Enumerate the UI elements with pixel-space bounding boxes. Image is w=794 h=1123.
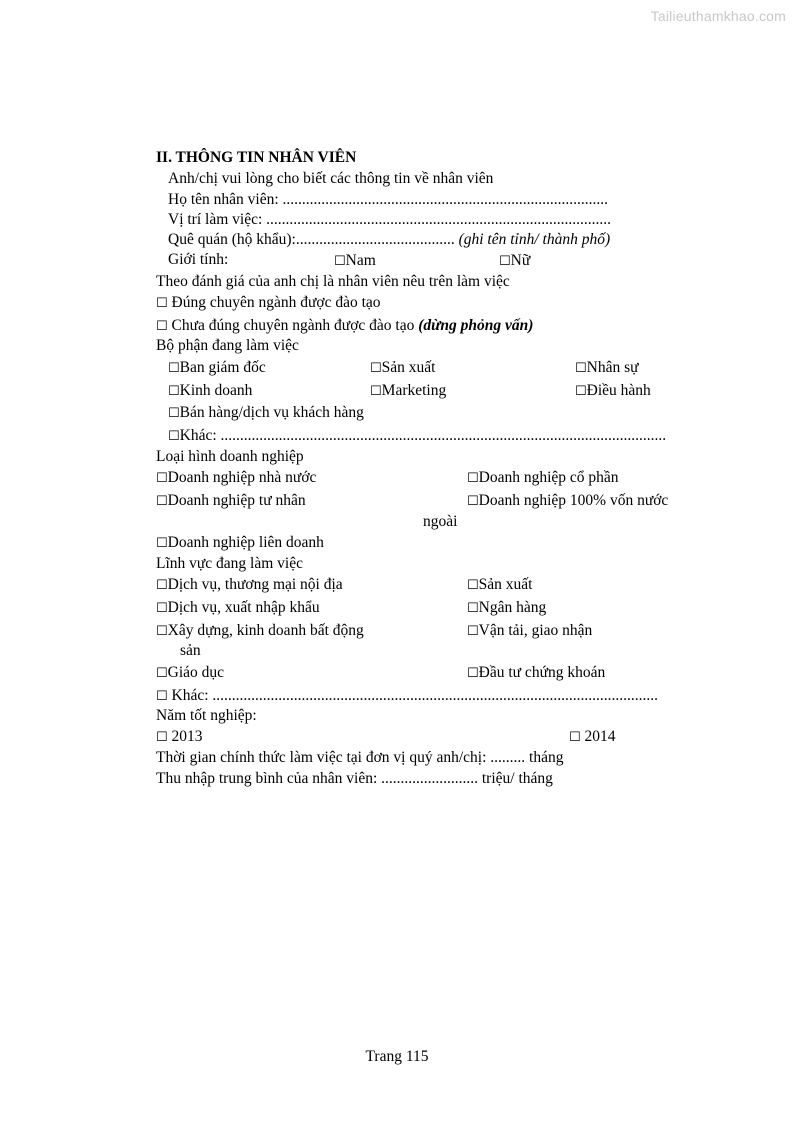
field-question: Lĩnh vực đang làm việc xyxy=(156,555,303,572)
field-option-label: Dịch vụ, xuất nhập khẩu xyxy=(167,599,320,616)
checkbox-icon[interactable]: ☐ xyxy=(156,689,168,704)
major-option-2-label: Chưa đúng chuyên ngành được đào tạo xyxy=(171,317,415,334)
dept-option-label: Kinh doanh xyxy=(179,382,253,399)
checkbox-icon[interactable]: ☐ xyxy=(467,494,479,509)
checkbox-icon[interactable]: ☐ xyxy=(334,254,346,269)
type-option-label: Doanh nghiệp nhà nước xyxy=(167,469,317,486)
field-option-label: Dịch vụ, thương mại nội địa xyxy=(167,576,343,593)
dept-other-option[interactable] xyxy=(168,425,666,447)
type-option[interactable] xyxy=(156,467,316,489)
checkbox-icon[interactable]: ☐ xyxy=(156,471,168,486)
checkbox-icon[interactable]: ☐ xyxy=(168,361,180,376)
dept-option[interactable] xyxy=(370,357,435,379)
dept-other-label: Khác: ................................................................................................................... xyxy=(179,427,667,444)
checkbox-icon[interactable]: ☐ xyxy=(467,601,479,616)
field-option[interactable] xyxy=(156,574,343,596)
checkbox-icon[interactable]: ☐ xyxy=(156,536,168,551)
watermark: Tailieuthamkhao.com xyxy=(650,8,786,24)
checkbox-icon[interactable]: ☐ xyxy=(569,730,581,745)
dept-option[interactable] xyxy=(168,357,266,379)
checkbox-icon[interactable]: ☐ xyxy=(156,494,168,509)
field-other-option[interactable] xyxy=(156,685,658,707)
checkbox-icon[interactable]: ☐ xyxy=(467,578,479,593)
work-time-question[interactable]: Thời gian chính thức làm việc tại đơn vị quý anh/chị: ......... tháng xyxy=(156,749,564,766)
checkbox-icon[interactable]: ☐ xyxy=(156,296,168,311)
field-option-label: Vận tải, giao nhận xyxy=(478,622,593,639)
type-option-label: Doanh nghiệp 100% vốn nước xyxy=(478,492,669,509)
intro-text: Anh/chị vui lòng cho biết các thông tin về nhân viên xyxy=(168,170,494,187)
checkbox-icon[interactable]: ☐ xyxy=(575,384,587,399)
position-field[interactable]: Vị trí làm việc: ......................................................................................... xyxy=(168,211,612,228)
checkbox-icon[interactable]: ☐ xyxy=(370,361,382,376)
gender-male-option[interactable] xyxy=(334,250,376,272)
hometown-note: (ghi tên tỉnh/ thành phố) xyxy=(458,231,611,248)
type-option[interactable] xyxy=(156,490,306,512)
checkbox-icon[interactable]: ☐ xyxy=(467,471,479,486)
section-title: II. THÔNG TIN NHÂN VIÊN xyxy=(156,149,357,166)
checkbox-icon[interactable]: ☐ xyxy=(156,578,168,593)
type-option-label: Doanh nghiệp liên doanh xyxy=(167,534,324,551)
dept-question: Bộ phận đang làm việc xyxy=(156,337,299,354)
checkbox-icon[interactable]: ☐ xyxy=(499,254,511,269)
dept-option-label: Bán hàng/dịch vụ khách hàng xyxy=(179,404,364,421)
gender-label: Giới tính: xyxy=(168,251,229,268)
dept-option-label: Nhân sự xyxy=(586,359,639,376)
grad-question: Năm tốt nghiệp: xyxy=(156,707,257,724)
major-option-1-label: Đúng chuyên ngành được đào tạo xyxy=(171,294,381,311)
field-option-label: Đầu tư chứng khoán xyxy=(478,664,606,681)
dept-option[interactable] xyxy=(575,380,651,402)
type-option-label: Doanh nghiệp cổ phần xyxy=(478,469,619,486)
field-option-label: Ngân hàng xyxy=(478,599,547,616)
field-other-label: Khác: ................................................................................................................... xyxy=(171,687,659,704)
checkbox-icon[interactable]: ☐ xyxy=(370,384,382,399)
field-option[interactable] xyxy=(467,662,605,684)
gender-female-label: Nữ xyxy=(510,252,531,269)
type-question: Loại hình doanh nghiệp xyxy=(156,448,304,465)
dept-option-label: Marketing xyxy=(381,382,447,399)
dept-option[interactable] xyxy=(168,380,252,402)
checkbox-icon[interactable]: ☐ xyxy=(156,666,168,681)
gender-female-option[interactable] xyxy=(499,250,530,272)
field-option[interactable] xyxy=(467,597,546,619)
field-option[interactable] xyxy=(467,574,532,596)
type-option-label: Doanh nghiệp tư nhân xyxy=(167,492,306,509)
grad-option-label: 2013 xyxy=(171,728,203,745)
major-option-2[interactable] xyxy=(156,315,533,337)
field-option[interactable] xyxy=(156,620,364,642)
dept-option-label: Ban giám đốc xyxy=(179,359,266,376)
checkbox-icon[interactable]: ☐ xyxy=(168,384,180,399)
field-option[interactable] xyxy=(156,662,224,684)
type-option[interactable] xyxy=(467,490,668,512)
grad-option-2014[interactable] xyxy=(569,726,616,748)
checkbox-icon[interactable]: ☐ xyxy=(156,730,168,745)
checkbox-icon[interactable]: ☐ xyxy=(575,361,587,376)
field-option[interactable] xyxy=(467,620,592,642)
grad-option-2013[interactable] xyxy=(156,726,203,748)
major-option-1[interactable] xyxy=(156,292,381,314)
field-option-label: Giáo dục xyxy=(167,664,225,681)
type-option[interactable] xyxy=(467,467,619,489)
checkbox-icon[interactable]: ☐ xyxy=(156,601,168,616)
checkbox-icon[interactable]: ☐ xyxy=(467,666,479,681)
dept-option[interactable] xyxy=(168,402,364,424)
major-question: Theo đánh giá của anh chị là nhân viên nêu trên làm việc xyxy=(156,273,510,290)
checkbox-icon[interactable]: ☐ xyxy=(168,406,180,421)
dept-option-label: Sản xuất xyxy=(381,359,436,376)
dept-option[interactable] xyxy=(370,380,446,402)
hometown-field[interactable] xyxy=(168,229,610,250)
hometown-label: Quê quán (hộ khẩu):......................................... xyxy=(168,231,455,248)
type-option[interactable] xyxy=(156,532,324,554)
dept-option-label: Điều hành xyxy=(586,382,651,399)
gender-male-label: Nam xyxy=(345,252,376,269)
checkbox-icon[interactable]: ☐ xyxy=(156,624,168,639)
stop-interview-note: (dừng phỏng vấn) xyxy=(418,317,534,334)
checkbox-icon[interactable]: ☐ xyxy=(467,624,479,639)
checkbox-icon[interactable]: ☐ xyxy=(168,429,180,444)
dept-option[interactable] xyxy=(575,357,639,379)
income-question[interactable]: Thu nhập trung bình của nhân viên: ......................... triệu/ tháng xyxy=(156,770,553,787)
field-option-label: Xây dựng, kinh doanh bất động xyxy=(167,622,364,639)
grad-option-label: 2014 xyxy=(584,728,616,745)
field-option-label: Sản xuất xyxy=(478,576,533,593)
name-field[interactable]: Họ tên nhân viên: .................................................................................... xyxy=(168,191,609,208)
checkbox-icon[interactable]: ☐ xyxy=(156,319,168,334)
page-number: Trang 115 xyxy=(365,1048,429,1065)
field-option-continuation: sản xyxy=(180,642,201,659)
field-option[interactable] xyxy=(156,597,320,619)
type-option-continuation: ngoài xyxy=(423,513,458,530)
